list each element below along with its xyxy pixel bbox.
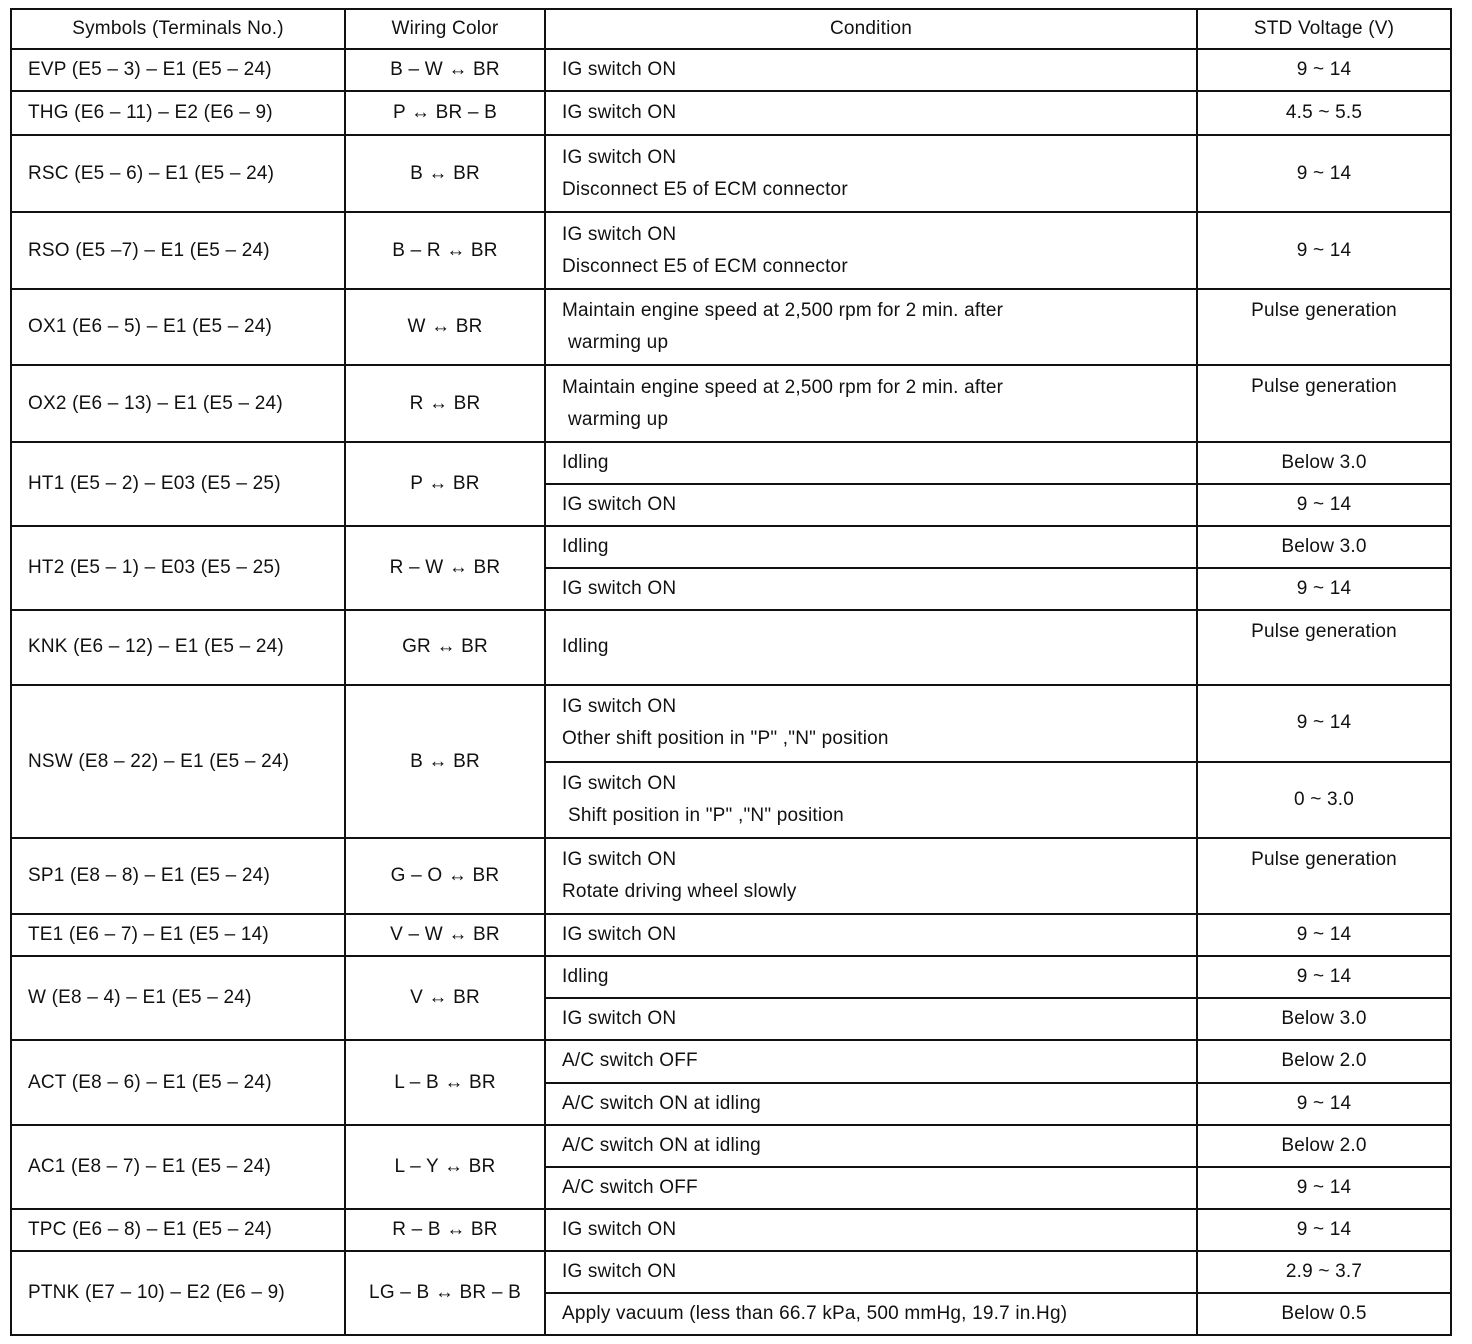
symbol-cell: KNK (E6 – 12) – E1 (E5 – 24) (11, 610, 345, 685)
table-row (11, 1209, 1451, 1251)
symbol-cell: OX2 (E6 – 13) – E1 (E5 – 24) (11, 365, 345, 441)
std-voltage-cell: 9 ~ 14 (1197, 1209, 1451, 1251)
condition-cell (545, 442, 1197, 484)
symbol-cell: W (E8 – 4) – E1 (E5 – 24) (11, 956, 345, 1040)
condition-line: Disconnect E5 of ECM connector (562, 178, 848, 200)
condition-cell (545, 1125, 1197, 1167)
condition-cell (545, 1251, 1197, 1293)
wiring-color-cell: B ↔ BR (345, 685, 545, 838)
condition-line: IG switch ON (562, 577, 677, 599)
header-condition: Condition (545, 9, 1197, 49)
std-voltage-cell: 4.5 ~ 5.5 (1197, 91, 1451, 135)
condition-cell (545, 135, 1197, 212)
condition-line: IG switch ON (562, 849, 677, 871)
condition-cell (545, 610, 1197, 685)
symbol-cell: RSO (E5 –7) – E1 (E5 – 24) (11, 212, 345, 289)
table-row (11, 1040, 1451, 1082)
std-voltage-cell: 9 ~ 14 (1197, 212, 1451, 289)
wiring-color-cell: V ↔ BR (345, 956, 545, 1040)
wiring-color-cell: P ↔ BR – B (345, 91, 545, 135)
std-voltage-cell: 9 ~ 14 (1197, 914, 1451, 956)
std-voltage-cell: Below 2.0 (1197, 1040, 1451, 1082)
condition-line: IG switch ON (562, 102, 677, 124)
table-row (11, 956, 1451, 998)
symbol-cell: RSC (E5 – 6) – E1 (E5 – 24) (11, 135, 345, 212)
wiring-color-cell: GR ↔ BR (345, 610, 545, 685)
wiring-color-cell: R – W ↔ BR (345, 526, 545, 610)
condition-cell (545, 1209, 1197, 1251)
std-voltage-cell: 0 ~ 3.0 (1197, 762, 1451, 838)
std-voltage-cell: Below 3.0 (1197, 526, 1451, 568)
wiring-color-cell: W ↔ BR (345, 289, 545, 365)
symbol-cell: OX1 (E6 – 5) – E1 (E5 – 24) (11, 289, 345, 365)
symbol-cell: PTNK (E7 – 10) – E2 (E6 – 9) (11, 1251, 345, 1335)
std-voltage-cell: 9 ~ 14 (1197, 956, 1451, 998)
condition-cell (545, 1083, 1197, 1125)
symbol-cell: HT1 (E5 – 2) – E03 (E5 – 25) (11, 442, 345, 526)
std-voltage-cell: 2.9 ~ 3.7 (1197, 1251, 1451, 1293)
std-voltage-cell: 9 ~ 14 (1197, 685, 1451, 762)
condition-cell (545, 762, 1197, 838)
table-row (11, 1251, 1451, 1293)
symbol-cell: HT2 (E5 – 1) – E03 (E5 – 25) (11, 526, 345, 610)
wiring-color-cell: P ↔ BR (345, 442, 545, 526)
header-wiring-color: Wiring Color (345, 9, 545, 49)
table-row (11, 289, 1451, 365)
symbol-cell: THG (E6 – 11) – E2 (E6 – 9) (11, 91, 345, 135)
condition-cell (545, 212, 1197, 289)
condition-cell (545, 914, 1197, 956)
wiring-color-cell: B ↔ BR (345, 135, 545, 212)
condition-line: IG switch ON (562, 493, 677, 515)
condition-cell (545, 838, 1197, 914)
table-row (11, 610, 1451, 685)
table-body (11, 49, 1451, 1335)
condition-cell (545, 685, 1197, 762)
std-voltage-cell: Pulse generation (1197, 610, 1451, 685)
symbol-cell: NSW (E8 – 22) – E1 (E5 – 24) (11, 685, 345, 838)
condition-cell (545, 1167, 1197, 1209)
condition-cell (545, 91, 1197, 135)
symbol-cell: ACT (E8 – 6) – E1 (E5 – 24) (11, 1040, 345, 1124)
condition-line: warming up (568, 332, 669, 354)
std-voltage-cell: Below 3.0 (1197, 998, 1451, 1040)
condition-cell (545, 568, 1197, 610)
std-voltage-cell: 9 ~ 14 (1197, 49, 1451, 91)
condition-line: Other shift position in "P" ,"N" position (562, 728, 889, 750)
condition-cell (545, 956, 1197, 998)
table-row (11, 838, 1451, 914)
condition-line: IG switch ON (562, 1260, 677, 1282)
symbol-cell: TPC (E6 – 8) – E1 (E5 – 24) (11, 1209, 345, 1251)
header-symbols: Symbols (Terminals No.) (11, 9, 345, 49)
table-row (11, 914, 1451, 956)
std-voltage-cell: Pulse generation (1197, 289, 1451, 365)
condition-line: Disconnect E5 of ECM connector (562, 255, 848, 277)
condition-line: Maintain engine speed at 2,500 rpm for 2 min. after (562, 300, 1004, 322)
condition-cell (545, 49, 1197, 91)
condition-line: warming up (568, 408, 669, 430)
wiring-color-cell: R ↔ BR (345, 365, 545, 441)
condition-cell (545, 526, 1197, 568)
condition-line: IG switch ON (562, 924, 677, 946)
condition-line: Maintain engine speed at 2,500 rpm for 2 min. after (562, 376, 1004, 398)
condition-line: Idling (562, 535, 609, 557)
condition-line: Idling (562, 636, 609, 658)
std-voltage-cell: 9 ~ 14 (1197, 484, 1451, 526)
std-voltage-cell: Below 0.5 (1197, 1293, 1451, 1335)
table-row (11, 1125, 1451, 1167)
std-voltage-cell: Below 2.0 (1197, 1125, 1451, 1167)
wiring-color-cell: R – B ↔ BR (345, 1209, 545, 1251)
condition-line: IG switch ON (562, 146, 677, 168)
condition-line: A/C switch ON at idling (562, 1134, 761, 1156)
condition-line: Shift position in "P" ,"N" position (568, 805, 844, 827)
terminal-voltage-table (10, 8, 1452, 1336)
std-voltage-cell: Below 3.0 (1197, 442, 1451, 484)
header-std-voltage: STD Voltage (V) (1197, 9, 1451, 49)
table-row (11, 49, 1451, 91)
condition-line: IG switch ON (562, 223, 677, 245)
condition-line: Apply vacuum (less than 66.7 kPa, 500 mmHg, 19.7 in.Hg) (562, 1302, 1068, 1324)
condition-line: IG switch ON (562, 1218, 677, 1240)
symbol-cell: AC1 (E8 – 7) – E1 (E5 – 24) (11, 1125, 345, 1209)
symbol-cell: SP1 (E8 – 8) – E1 (E5 – 24) (11, 838, 345, 914)
condition-cell (545, 998, 1197, 1040)
condition-line: IG switch ON (562, 1008, 677, 1030)
symbol-cell: EVP (E5 – 3) – E1 (E5 – 24) (11, 49, 345, 91)
condition-line: A/C switch OFF (562, 1176, 698, 1198)
condition-cell (545, 289, 1197, 365)
condition-cell (545, 1293, 1197, 1335)
header-row (11, 9, 1451, 49)
wiring-color-cell: B – R ↔ BR (345, 212, 545, 289)
std-voltage-cell: 9 ~ 14 (1197, 568, 1451, 610)
table-row (11, 526, 1451, 568)
condition-cell (545, 365, 1197, 441)
table-row (11, 212, 1451, 289)
std-voltage-cell: 9 ~ 14 (1197, 1167, 1451, 1209)
condition-line: A/C switch ON at idling (562, 1092, 761, 1114)
std-voltage-cell: 9 ~ 14 (1197, 135, 1451, 212)
condition-line: IG switch ON (562, 773, 677, 795)
condition-line: A/C switch OFF (562, 1050, 698, 1072)
table-row (11, 135, 1451, 212)
condition-line: IG switch ON (562, 59, 677, 81)
wiring-color-cell: V – W ↔ BR (345, 914, 545, 956)
condition-cell (545, 1040, 1197, 1082)
wiring-color-cell: L – B ↔ BR (345, 1040, 545, 1124)
condition-cell (545, 484, 1197, 526)
std-voltage-cell: Pulse generation (1197, 365, 1451, 441)
table-row (11, 91, 1451, 135)
wiring-color-cell: LG – B ↔ BR – B (345, 1251, 545, 1335)
wiring-color-cell: B – W ↔ BR (345, 49, 545, 91)
symbol-cell: TE1 (E6 – 7) – E1 (E5 – 14) (11, 914, 345, 956)
table-row (11, 442, 1451, 484)
condition-line: IG switch ON (562, 696, 677, 718)
std-voltage-cell: 9 ~ 14 (1197, 1083, 1451, 1125)
condition-line: Idling (562, 966, 609, 988)
wiring-color-cell: G – O ↔ BR (345, 838, 545, 914)
table-row (11, 365, 1451, 441)
std-voltage-cell: Pulse generation (1197, 838, 1451, 914)
condition-line: Rotate driving wheel slowly (562, 881, 797, 903)
table-row (11, 685, 1451, 762)
condition-line: Idling (562, 451, 609, 473)
wiring-color-cell: L – Y ↔ BR (345, 1125, 545, 1209)
